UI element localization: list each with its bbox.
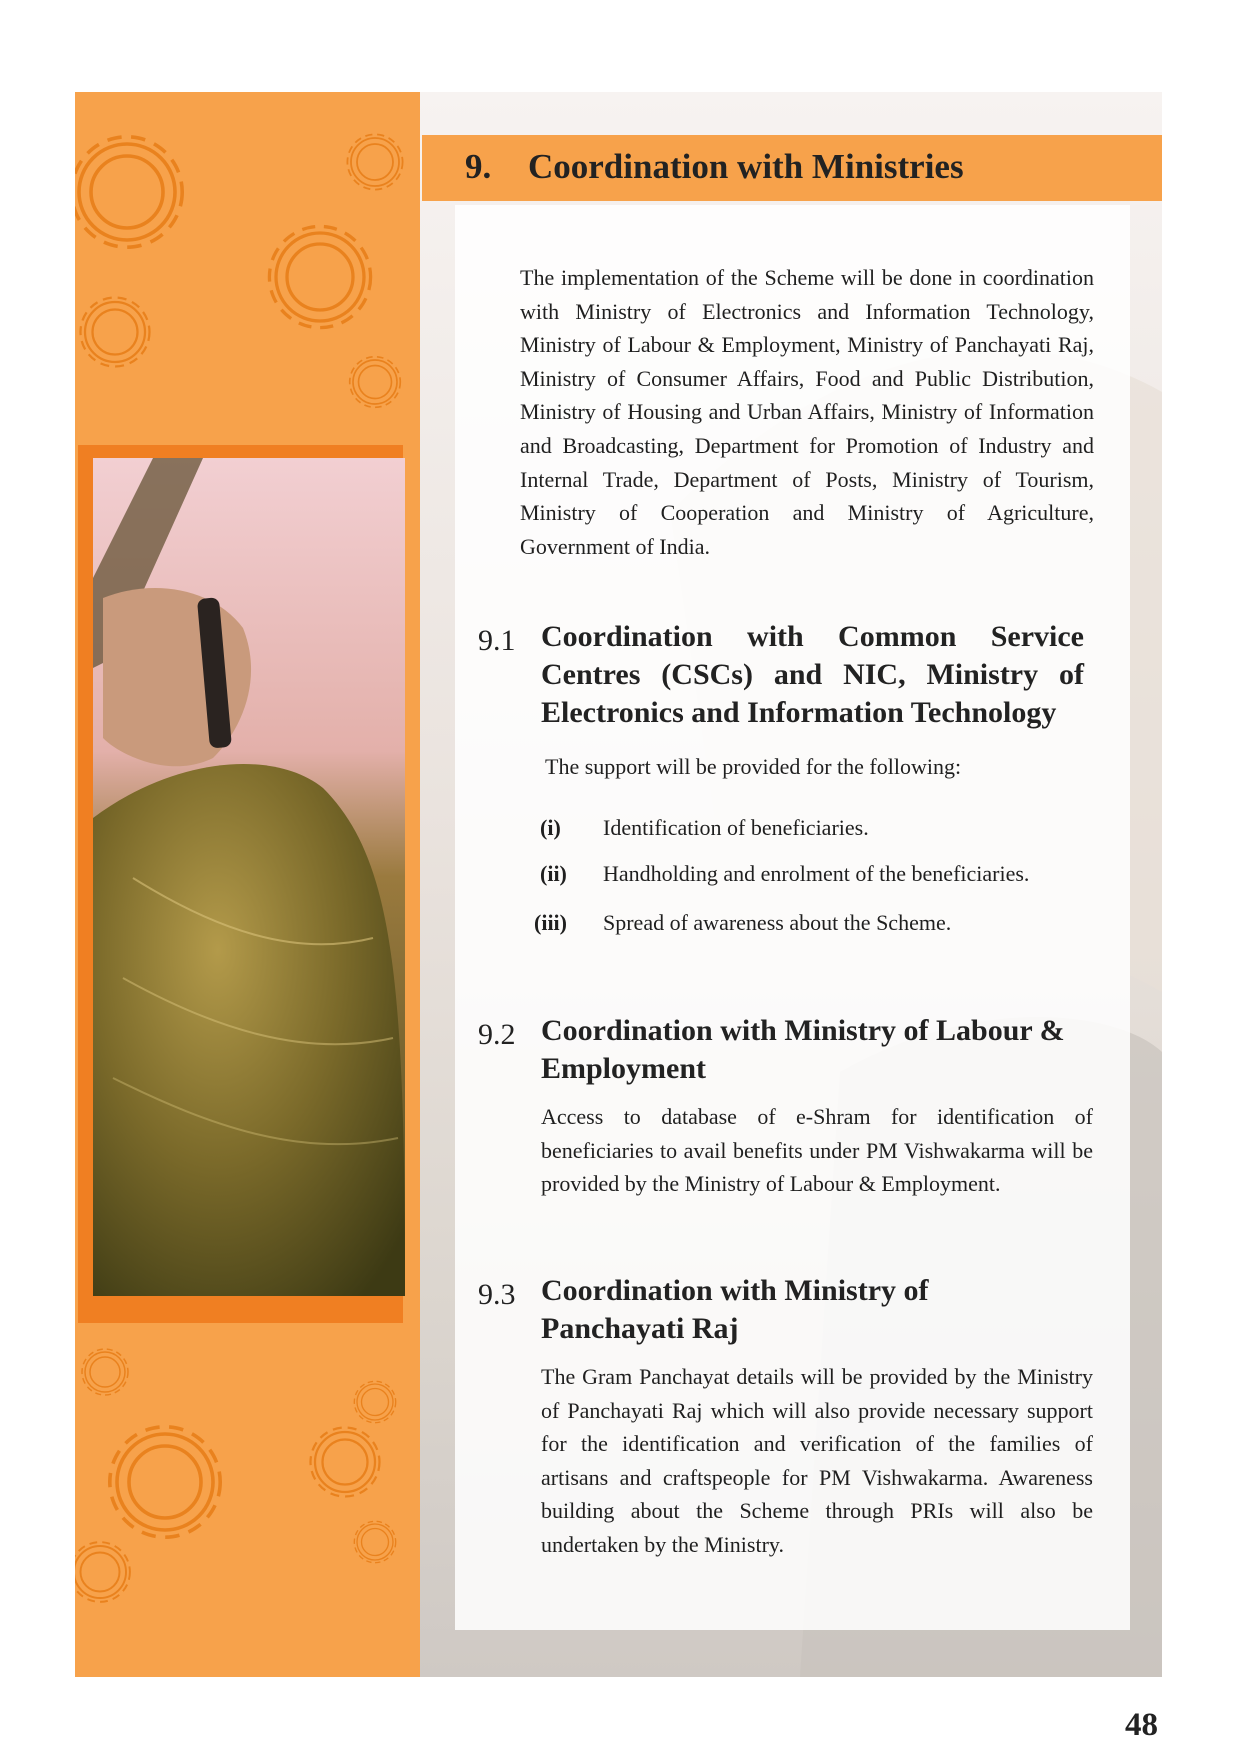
subsection-body: Access to database of e-Shram for identification of beneficiaries to avail benefits under PM Vishwakarma will be provided by the Ministry of Labour & Employment. (541, 1104, 1093, 1197)
list-item (540, 861, 1029, 887)
subsection-body: The Gram Panchayat details will be provided by the Ministry of Panchayati Raj which will also provide necessary support for the identification and verification of the families of artisans and craftspeople for PM Vishwakarma. Awareness building about the Scheme through PRIs will also be undertaken by the Ministry. (541, 1364, 1093, 1557)
gear-icon (75, 137, 182, 247)
list-marker: (i) (540, 815, 561, 840)
section-number: 9. (465, 147, 492, 186)
subsection-title: Coordination with Common Service Centres (CSCs) and NIC, Ministry of Electronics and Information Technology (541, 620, 1084, 729)
list-marker: (iii) (534, 910, 567, 935)
gear-icon (110, 1427, 220, 1537)
list-item (540, 815, 869, 841)
page-number: 48 (1125, 1707, 1158, 1743)
section-title: Coordination with Ministries (528, 147, 964, 186)
subsection-title: Coordination with Ministry of Labour & Employment (541, 1014, 1065, 1085)
subsection-number: 9.3 (478, 1278, 516, 1311)
gear-icon (347, 134, 402, 189)
gear-icon (311, 1428, 380, 1497)
list-item-text: Handholding and enrolment of the beneficiaries. (603, 861, 1030, 886)
list-item-text: Identification of beneficiaries. (603, 815, 869, 840)
intro-paragraph: The implementation of the Scheme will be done in coordination with Ministry of Electronics and Information Technology, Ministry of Labour & Employment, Ministry of Panchayati Raj, Ministry of Consumer Affairs, Food and Public Distribution, Ministry of Housing and Urban Affairs, Ministry of Information and Broadcasting, Department for Promotion of Industry and Internal Trade, Department of Posts, Ministry of Tourism, Ministry of Cooperation and Ministry of Agriculture, Government of India. (520, 265, 1094, 559)
artisan-engraving-illustration (93, 458, 405, 1296)
list-item (534, 910, 952, 936)
subsection-title: Coordination with Ministry of Panchayati Raj (541, 1274, 929, 1345)
gear-icon (75, 1542, 130, 1602)
artisan-photo (93, 458, 405, 1296)
gear-icon (269, 226, 370, 327)
subsection-number: 9.1 (478, 624, 516, 657)
subsection-number: 9.2 (478, 1018, 516, 1051)
gear-icon (82, 1349, 128, 1395)
subsection-lead: The support will be provided for the following: (545, 754, 962, 779)
gear-icon (350, 357, 401, 408)
gear-icon (81, 298, 150, 367)
gear-icon (354, 1521, 395, 1562)
list-marker: (ii) (540, 861, 567, 886)
list-item-text: Spread of awareness about the Scheme. (603, 910, 952, 935)
gear-icon (354, 1381, 395, 1422)
